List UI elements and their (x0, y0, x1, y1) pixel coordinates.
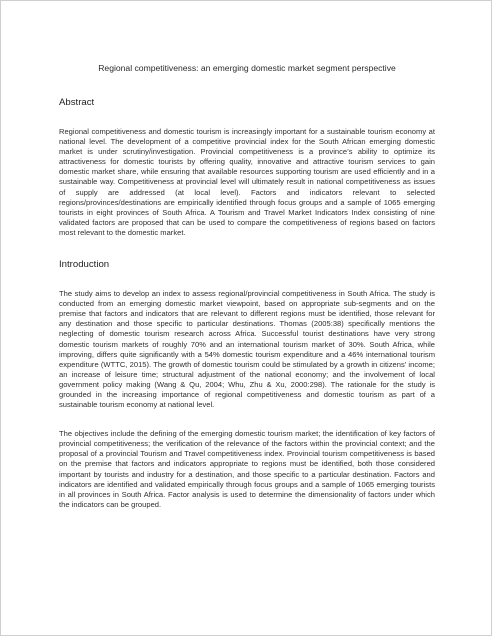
introduction-paragraph-2: The objectives include the defining of the emerging domestic tourism market; the identification of key factors of provincial competitiveness; the verification of the relevance of the factors within the provincial context; and the proposal of a provincial Tourism and Travel competitiveness index. Provincial tourism competitiveness is based on the premise that factors and indicators appropriate to regions must be identified, both those considered important by tourists and industry for a destination, and those specific to a particular destination. Factors and indicators are identified and validated empirically through focus groups and a sample of 1065 emerging tourists in all provinces in South Africa. Factor analysis is used to determine the dimensionality of factors under which the indicators can be grouped. (59, 429, 435, 509)
page-content (59, 63, 435, 510)
abstract-heading: Abstract (59, 97, 95, 108)
paper-title: Regional competitiveness: an emerging domestic market segment perspective (98, 63, 396, 73)
introduction-paragraph-1: The study aims to develop an index to assess regional/provincial competitiveness in South Africa. The study is conducted from an emerging domestic market viewpoint, based on appropriate sub-segments and on the premise that factors and indicators that are relevant to different regions must be identified, those relevant for any destination and those specific to particular destinations. Thomas (2005:38) specifically mentions the neglecting of domestic tourism research across Africa. Successful tourist destinations have very strong domestic tourism markets of roughly 70% and an international tourism market of 30%. South Africa, while improving, differs quite significantly with a 54% domestic tourism expenditure and a 46% international tourism expenditure (WTTC, 2015). The growth of domestic tourism could be stimulated by a growth in citizens’ income; an increase of leisure time; structural adjustment of the national economy; and the involvement of local government policy making (Wang & Qu, 2004; Whu, Zhu & Xu, 2000:298). The rationale for the study is grounded in the increasing importance of regional competitiveness and domestic tourism as part of a sustainable tourism economy at national level. (59, 289, 435, 410)
introduction-heading: Introduction (59, 259, 110, 271)
abstract-paragraph: Regional competitiveness and domestic tourism is increasingly important for a sustainable tourism economy at national level. The development of a competitive provincial index for the South African emerging domestic market is under scrutiny/investigation. Provincial competitiveness is a province’s ability to optimize its attractiveness for domestic tourists by offering quality, innovative and attractive tourism services to gain domestic market share, while ensuring that available resources supporting tourism are used efficiently and in a sustainable way. Competitiveness at provincial level will ultimately result in national competitiveness as issues of supply are addressed (at local level). Factors and indicators relevant to selected regions/provinces/destinations are empirically identified through focus groups and a sample of 1065 emerging tourists in eight provinces of South Africa. A Tourism and Travel Market Indicators Index consisting of nine validated factors are proposed that can be used to compare the competitiveness of regions based on factors most relevant to the domestic market. (59, 127, 435, 237)
